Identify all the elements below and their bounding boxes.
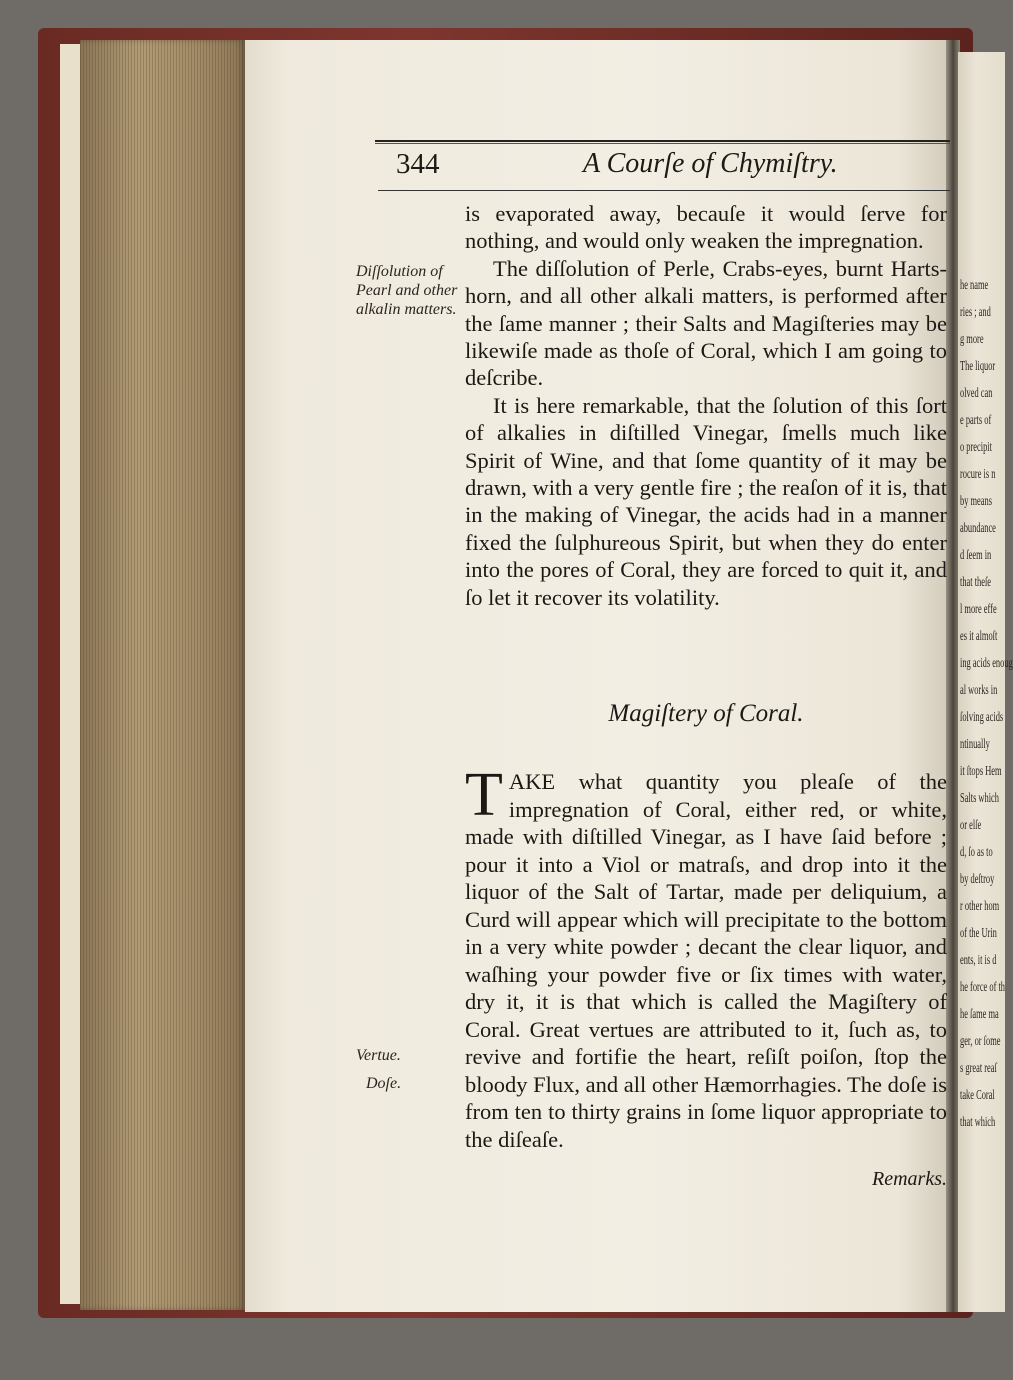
facing-page-fragment: ntinually	[960, 737, 990, 752]
paragraph: The diſſolution of Perle, Crabs-eyes, burnt Harts-horn, and all other alkali matters, is performed after the ſame manner ; their Salts and Magiſteries may be likewiſe made as thoſe of Coral, which I am going to deſcribe.	[465, 255, 947, 391]
margin-note-dose: Doſe.	[366, 1075, 402, 1092]
facing-page-fragment: ents, it is d	[960, 953, 997, 968]
facing-page-fragment: d ſeem in	[960, 548, 992, 563]
page-edges	[80, 40, 245, 1310]
section-paragraph: AKE what quantity you pleaſe of the impregnation of Coral, either red, or white, made with diſtilled Vinegar, as I have ſaid before ; pour it into a Viol or matraſs, and drop into it the liquor of the Salt of Tartar, made per deliquium, a Curd will appear which will precipitate to the bottom in a very white powder ; decant the clear liquor, and waſhing your powder five or ſix times with water, dry it, it is that which is called the Magiſtery of Coral. Great vertues are attributed to it, ſuch as, to revive and fortifie the heart, reſiſt poiſon, ſtop the bloody Flux, and all other Hæmorrhagies. The doſe is from ten to thirty grains in ſome liquor appropriate to the diſeaſe.	[465, 769, 948, 1152]
facing-page-fragment: that theſe	[960, 575, 992, 590]
paragraph: It is here remarkable, that the ſolution of this ſort of alkalies in diſtilled Vinegar, ſmells much like Spirit of Wine, and that ſome quantity of it may be drawn, with a very gentle fire ; the reaſon of it is, that in the making of Vinegar, the acids had in a manner fixed the ſulphureous Spirit, but when they do enter into the pores of Coral, they are forced to quit it, and ſo let it recover its volatility.	[465, 392, 947, 610]
page-number: 344	[396, 148, 440, 180]
facing-page-fragment: g more	[960, 332, 984, 347]
facing-page-fragment: rocure is n	[960, 467, 996, 482]
facing-page-fragment: Salts which	[960, 791, 999, 806]
main-text	[465, 200, 947, 611]
facing-page-fragment: r other hom	[960, 899, 1000, 914]
facing-page-fragment: by means	[960, 494, 992, 509]
facing-page-fragment: ing acids enoug	[960, 656, 1013, 671]
facing-page	[958, 52, 1013, 1312]
section-text	[465, 761, 948, 1153]
facing-page-fragment: d, ſo as to	[960, 845, 993, 860]
paragraph: is evaporated away, becauſe it would ſerve for nothing, and would only weaken the impregnation.	[465, 201, 947, 254]
running-title: A Courſe of Chymiſtry.	[583, 148, 838, 179]
facing-page-fragment: he force of th	[960, 980, 1006, 995]
facing-page-fragment: ger, or ſome	[960, 1034, 1001, 1049]
section-heading: Magiſtery of Coral.	[608, 700, 804, 727]
facing-page-fragment: o precipit	[960, 440, 992, 455]
margin-note-vertue: Vertue.	[356, 1047, 401, 1064]
facing-page-fragment: abundance	[960, 521, 996, 536]
facing-page-fragment: he name	[960, 278, 989, 293]
facing-page-fragment: ries ; and	[960, 305, 991, 320]
facing-page-fragment: it ſtops Hem	[960, 764, 1002, 779]
facing-page-fragment: s great reaſ	[960, 1061, 997, 1076]
drop-cap: T	[465, 761, 503, 829]
margin-note-dissolution: Diſſolution of Pearl and other alkalin matters.	[356, 263, 458, 318]
facing-page-fragment: by deſtroy	[960, 872, 995, 887]
facing-page-fragment: l more effe	[960, 602, 997, 617]
facing-page-fragment: that which	[960, 1115, 996, 1130]
facing-page-fragment: e parts of	[960, 413, 992, 428]
facing-page-fragment: olved can	[960, 386, 993, 401]
facing-page-fragment: The liquor	[960, 359, 996, 374]
facing-page-fragment: of the Urin	[960, 926, 997, 941]
header-rule-bottom	[378, 190, 950, 191]
facing-page-fragment: take Coral	[960, 1088, 995, 1103]
header-rule-top	[375, 140, 950, 144]
facing-page-fragment: al works in	[960, 683, 998, 698]
catchword: Remarks.	[872, 1168, 947, 1190]
facing-page-fragment: or elſe	[960, 818, 982, 833]
facing-page-fragment: he ſame ma	[960, 1007, 999, 1022]
facing-page-fragment: es it almoſt	[960, 629, 998, 644]
facing-page-fragment: ſolving acids	[960, 710, 1004, 725]
